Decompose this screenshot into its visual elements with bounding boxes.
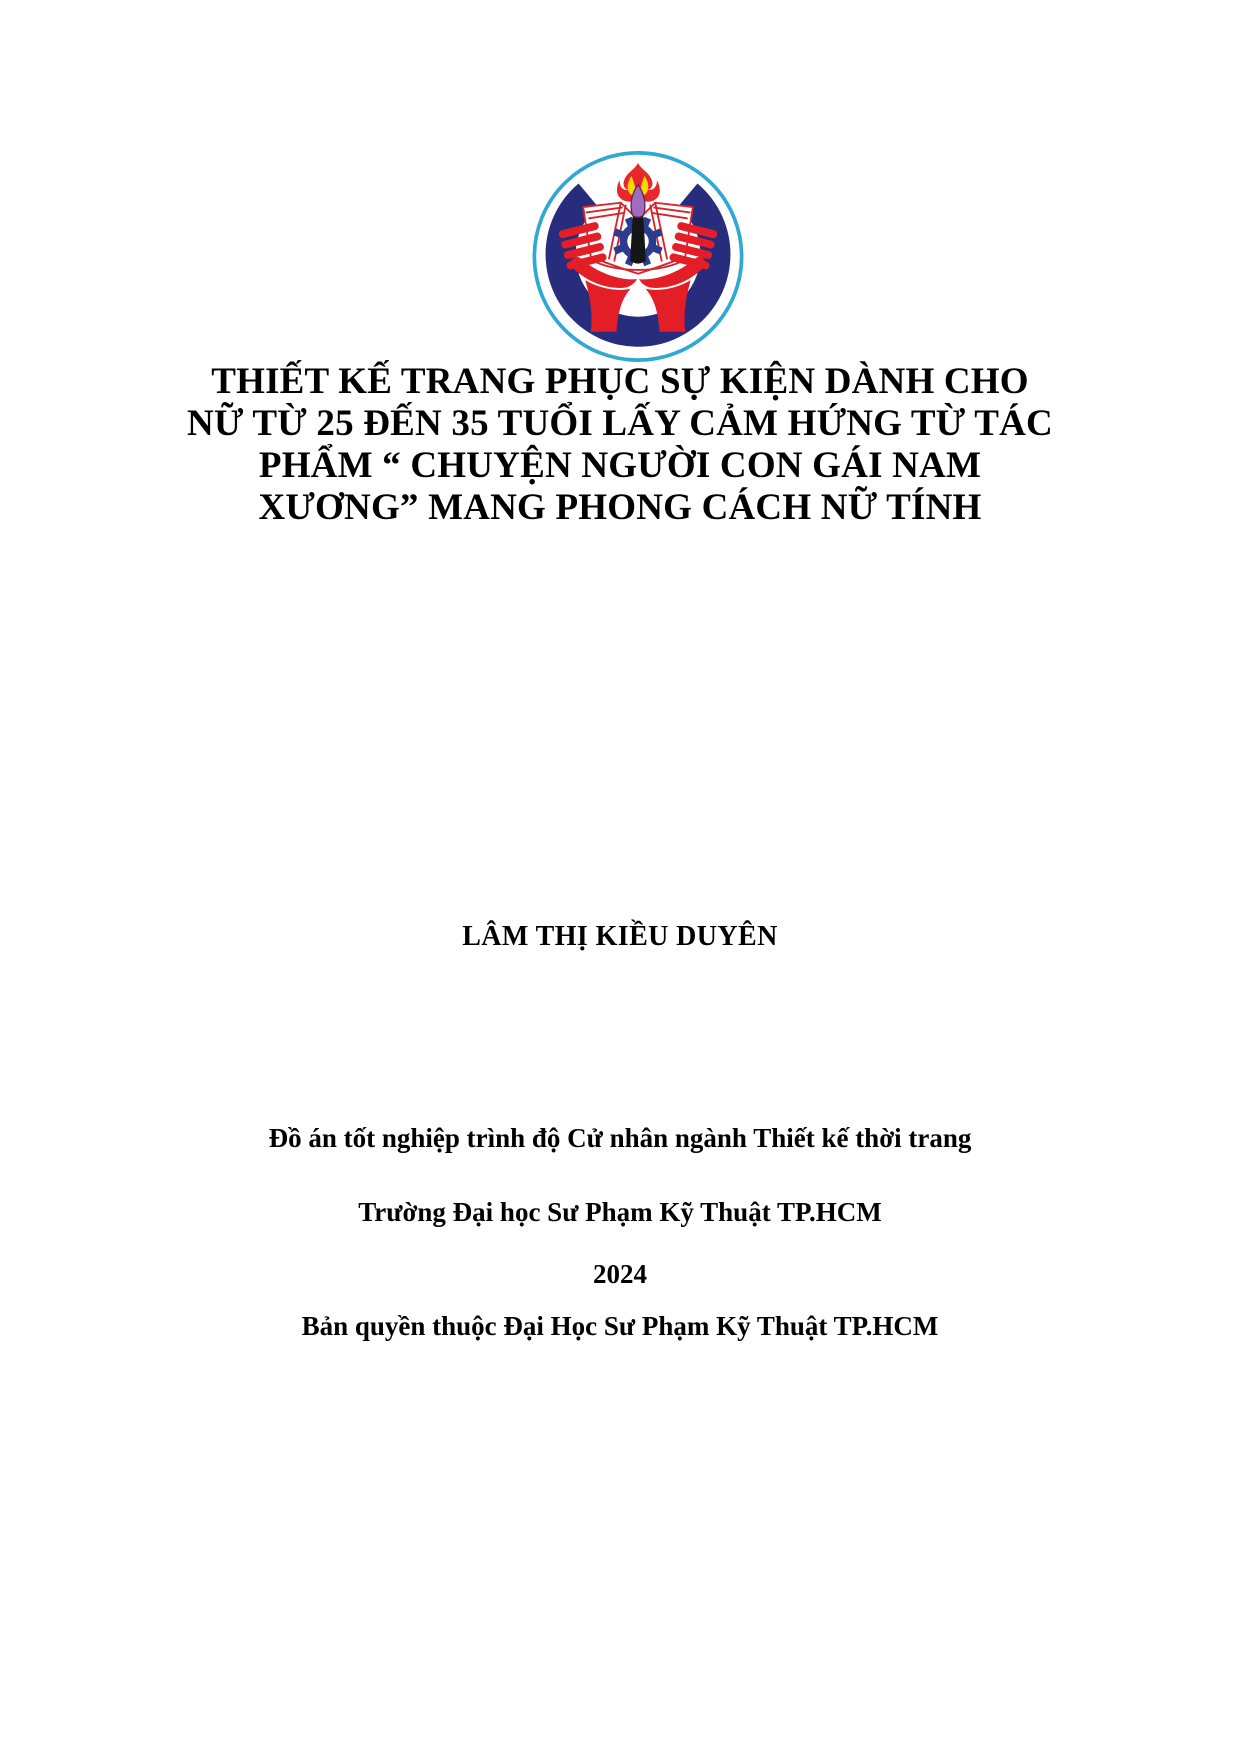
thesis-title-line-1: THIẾT KẾ TRANG PHỤC SỰ KIỆN DÀNH CHO xyxy=(211,361,1029,402)
thesis-title xyxy=(115,361,1125,529)
university-logo xyxy=(531,149,746,369)
author-name: LÂM THỊ KIỀU DUYÊN xyxy=(462,921,778,952)
copyright-line: Bản quyền thuộc Đại Học Sư Phạm Kỹ Thuật TP.HCM xyxy=(301,1311,939,1341)
thesis-title-line-2: NỮ TỪ 25 ĐẾN 35 TUỔI LẤY CẢM HỨNG TỪ TÁC xyxy=(187,403,1053,444)
university-emblem-icon xyxy=(531,149,746,364)
thesis-title-line-3: PHẨM “ CHUYỆN NGƯỜI CON GÁI NAM xyxy=(258,445,982,486)
thesis-title-line-4: XƯƠNG” MANG PHONG CÁCH NỮ TÍNH xyxy=(258,487,982,528)
school-line: Trường Đại học Sư Phạm Kỹ Thuật TP.HCM xyxy=(358,1197,882,1227)
year-line: 2024 xyxy=(593,1259,647,1289)
degree-line: Đồ án tốt nghiệp trình độ Cử nhân ngành Thiết kế thời trang xyxy=(268,1123,972,1153)
